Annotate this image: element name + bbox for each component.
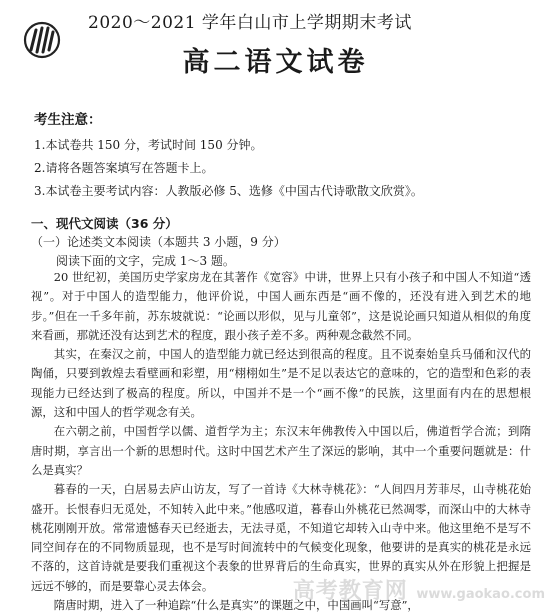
subsection-title: （一）论述类文本阅读（本题共 3 小题，9 分）	[31, 235, 286, 249]
passage-paragraph: 其实，在秦汉之前，中国人的造型能力就已经达到很高的程度。且不说秦始皇兵马俑和汉代的陶俑，只要到敦煌去看壁画和彩塑，用“栩栩如生”是不足以表达它的意味的，它的造型和色彩的表现能力已经达到了极高的程度。所以，中国并不是一个“画不像”的民族，这里面有内在的思想根源，这和中国人的哲学观念有关。	[31, 347, 531, 420]
watermark	[293, 574, 545, 605]
passage-paragraph: 暮春的一天，白居易去庐山访友，写了一首诗《大林寺桃花》：“人间四月芳菲尽，山寺桃花始盛开。长恨春归无觅处，不知转入此中来。”他感叹道，暮春山外桃花已然凋零，而深山中的大林寺桃花刚刚开放。常常遗憾春天已经逝去，无法寻觅，不知道它却转入山寺中来。他这里绝不是写不同空间存在的不同物质显现，也不是写时间流转中的气候变化现象，他要讲的是真实的桃花是永远不落的，这首诗就是要我们重视这个表象的世界背后的生命真实，世界的真实从外在形貌上把握是远远不够的，而是要靠心灵去体会。	[31, 482, 531, 593]
watermark-text: 高考教育网	[292, 579, 408, 604]
paper-title: 高二语文试卷	[182, 47, 369, 78]
exam-notice	[34, 108, 514, 203]
reading-passage	[31, 268, 531, 615]
notice-item: 2.请将各题答案填写在答题卡上。	[34, 161, 214, 175]
exam-title: 2020～2021 学年白山市上学期期末考试	[88, 13, 412, 33]
passage-paragraph: 隋唐时期，进入了一种追踪“什么是真实”的课题之中，中国画叫“写意”，	[53, 598, 419, 613]
passage-paragraph: 在六朝之前，中国哲学以儒、道哲学为主；东汉末年佛教传入中国以后，佛道哲学合流；到隋唐时期，享言出一个新的思想时代。这时中国艺术产生了深远的影响，其中一个重要问题就是：什么是真实？	[31, 424, 531, 477]
notice-item: 1.本试卷共 150 分，考试时间 150 分钟。	[34, 138, 263, 152]
reading-instruction: 阅读下面的文字，完成 1～3 题。	[56, 254, 235, 268]
section-title: 一、现代文阅读（36 分）	[31, 216, 178, 231]
watermark-url: www.gaokao.com	[416, 587, 545, 602]
passage-paragraph: 20 世纪初，美国历史学家房龙在其著作《宽容》中讲，世界上只有小孩子和中国人不知道“透视”。对于中国人的造型能力，他评价说，中国人画东西是“画不像的，还没有进入到艺术的地步。”但在一千多年前，苏东坡就说：“论画以形似，见与儿童邻”，这是说论画只知道从相似的角度来看画，那就还没有达到艺术的程度，跟小孩子差不多。两种观念截然不同。	[31, 270, 531, 342]
notice-item: 3.本试卷主要考试内容：人教版必修 5、选修《中国古代诗歌散文欣赏》。	[34, 184, 423, 198]
notice-title: 考生注意：	[34, 112, 102, 128]
